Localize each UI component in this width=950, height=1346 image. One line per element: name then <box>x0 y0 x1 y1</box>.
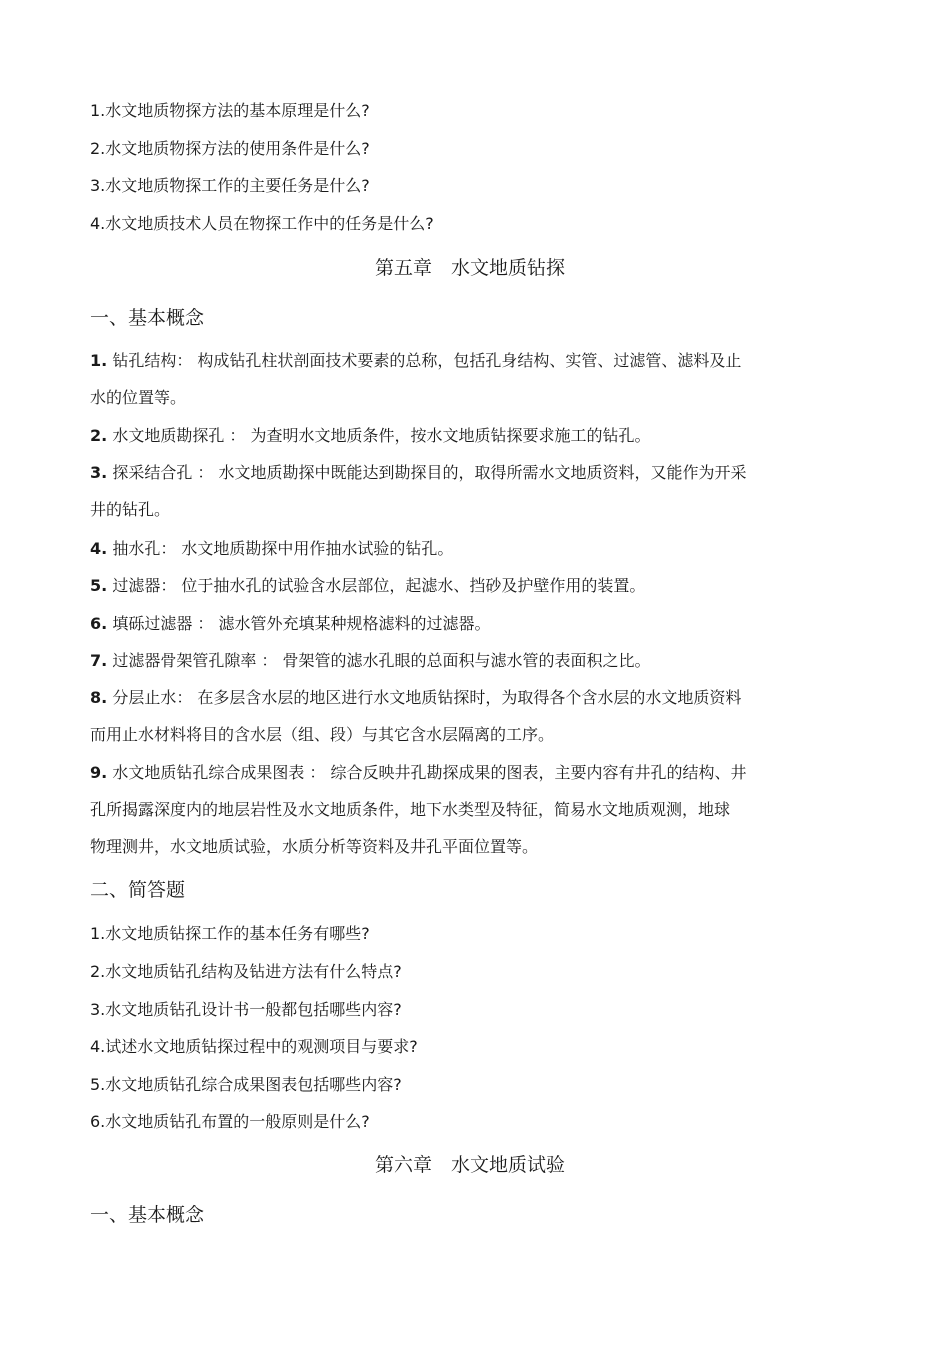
question-item: 3.水文地质钻孔设计书一般都包括哪些内容? <box>90 1000 402 1019</box>
question-item: 6.水文地质钻孔布置的一般原则是什么? <box>90 1112 370 1131</box>
concept-text: 水文地质勘探孔 ： 为查明水文地质条件，按水文地质钻探要求施工的钻孔。 <box>112 426 651 445</box>
question-item: 4.水文地质技术人员在物探工作中的任务是什么? <box>90 214 434 233</box>
concept-number: 9. <box>90 763 108 782</box>
concept-text: 过滤器骨架管孔隙率 ： 骨架管的滤水孔眼的总面积与滤水管的表面积之比。 <box>112 651 651 670</box>
concept-item <box>90 575 830 597</box>
concept-text: 抽水孔： 水文地质勘探中用作抽水试验的钻孔。 <box>112 539 454 558</box>
concept-item <box>90 613 830 635</box>
concept-continuation: 而用止水材料将目的含水层（组、段）与其它含水层隔离的工序。 <box>90 725 555 744</box>
question-item: 1.水文地质物探方法的基本原理是什么? <box>90 101 370 120</box>
concept-item <box>90 687 830 709</box>
concept-text: 钻孔结构： 构成钻孔柱状剖面技术要素的总称，包括孔身结构、实管、过滤管、滤料及止 <box>112 351 742 370</box>
concept-continuation: 水的位置等。 <box>90 388 187 407</box>
question-item: 2.水文地质物探方法的使用条件是什么? <box>90 139 370 158</box>
concept-item <box>90 538 830 560</box>
concept-number: 5. <box>90 576 108 595</box>
question-item: 5.水文地质钻孔综合成果图表包括哪些内容? <box>90 1075 402 1094</box>
concept-item <box>90 425 830 447</box>
concept-continuation: 井的钻孔。 <box>90 500 171 519</box>
concept-text: 探采结合孔 ： 水文地质勘探中既能达到勘探目的，取得所需水文地质资料，又能作为开采 <box>112 463 747 482</box>
concept-text: 水文地质钻孔综合成果图表 ： 综合反映井孔勘探成果的图表，主要内容有井孔的结构、井 <box>112 763 747 782</box>
concept-number: 4. <box>90 539 108 558</box>
section-title: 一、基本概念 <box>90 1204 205 1226</box>
concept-number: 6. <box>90 614 108 633</box>
concept-continuation: 孔所揭露深度内的地层岩性及水文地质条件，地下水类型及特征，简易水文地质观测，地球 <box>90 800 731 819</box>
question-item: 1.水文地质钻探工作的基本任务有哪些? <box>90 924 370 943</box>
concept-number: 2. <box>90 426 108 445</box>
chapter-title: 第六章 水文地质试验 <box>374 1154 565 1176</box>
concept-number: 7. <box>90 651 108 670</box>
section-title: 二、简答题 <box>90 879 186 901</box>
question-item: 3.水文地质物探工作的主要任务是什么? <box>90 176 370 195</box>
concept-number: 3. <box>90 463 108 482</box>
concept-continuation: 物理测井，水文地质试验，水质分析等资料及井孔平面位置等。 <box>90 837 539 856</box>
question-item: 4.试述水文地质钻探过程中的观测项目与要求? <box>90 1037 418 1056</box>
concept-text: 填砾过滤器 ： 滤水管外充填某种规格滤料的过滤器。 <box>112 614 491 633</box>
question-item: 2.水文地质钻孔结构及钻进方法有什么特点? <box>90 962 402 981</box>
concept-text: 分层止水： 在多层含水层的地区进行水文地质钻探时，为取得各个含水层的水文地质资料 <box>112 688 742 707</box>
concept-number: 1. <box>90 351 108 370</box>
concept-item <box>90 762 830 784</box>
concept-number: 8. <box>90 688 108 707</box>
concept-item <box>90 462 830 484</box>
concept-item <box>90 650 830 672</box>
chapter-title: 第五章 水文地质钻探 <box>374 257 565 279</box>
concept-text: 过滤器： 位于抽水孔的试验含水层部位，起滤水、挡砂及护壁作用的装置。 <box>112 576 646 595</box>
section-title: 一、基本概念 <box>90 307 205 329</box>
concept-item <box>90 350 830 372</box>
